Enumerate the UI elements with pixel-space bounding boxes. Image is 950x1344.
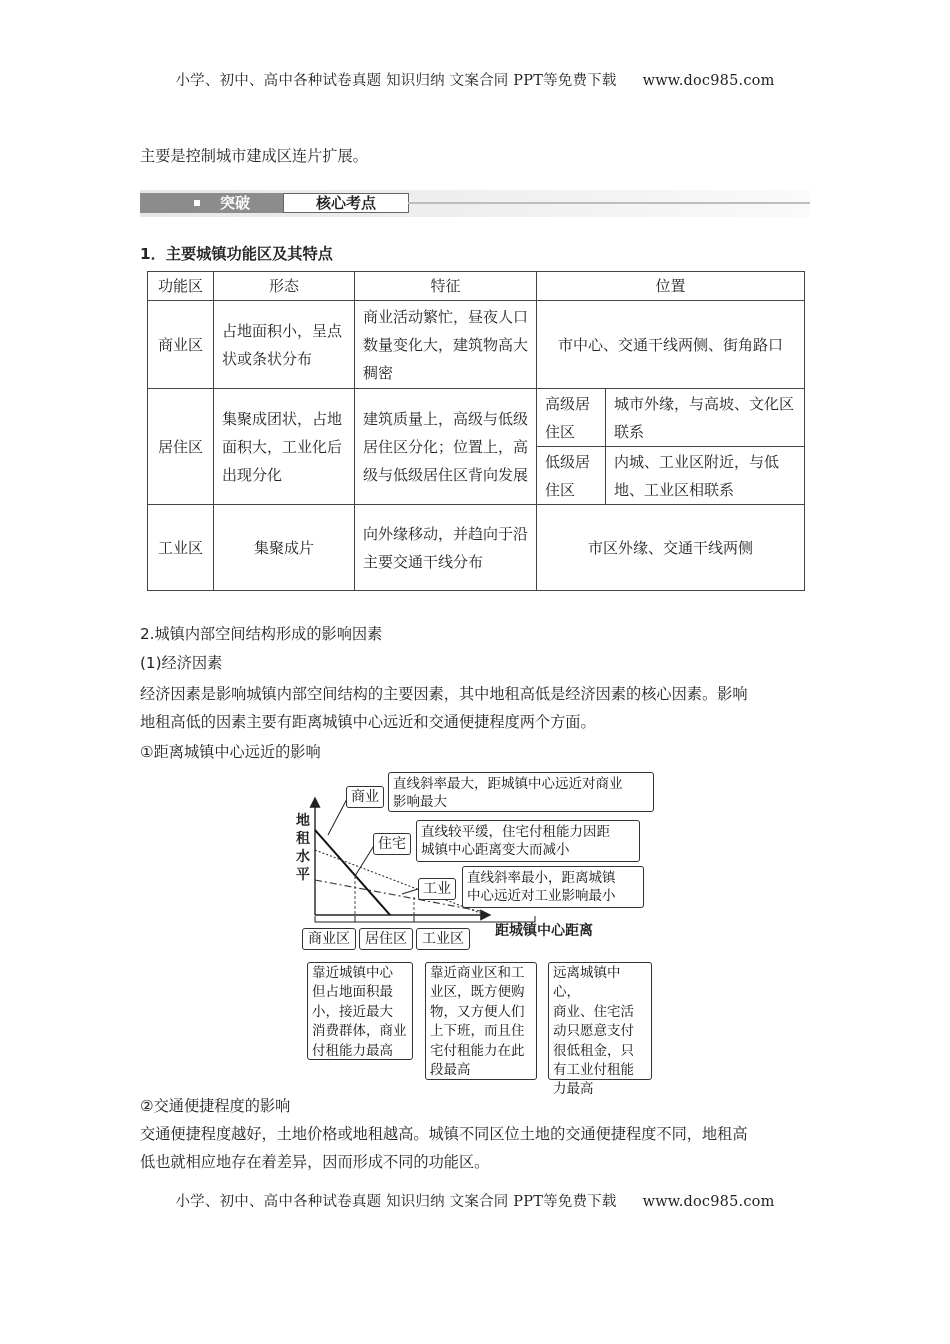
zone-form: 集聚成片 [214,505,355,591]
para2-line2: 低也就相应地存在着差异，因而形成不同的功能区。 [140,1153,490,1171]
table-row [148,301,805,389]
housing-note: 直线较平缓，住宅付租能力因距 城镇中心距离变大而减小 [416,820,640,862]
zone-sublabel: 低级居住区 [537,447,606,505]
section2-title: 2.城镇内部空间结构形成的影响因素 [140,625,383,643]
commercial-note: 直线斜率最大，距城镇中心远近对商业 影响最大 [388,772,654,812]
footer-site[interactable]: www.doc985.com [642,1194,775,1210]
y-axis-label: 地 租 水 平 [296,813,310,883]
zone-sublabel: 高级居住区 [537,389,606,447]
table-row [148,389,805,447]
header-cell: 位置 [537,272,805,301]
banner-right: 核心考点 [283,193,409,213]
rent-diagram [280,770,660,1098]
page-footer [0,1190,950,1211]
zone-note-industrial: 远离城镇中心， 商业、住宅活 动只愿意支付 很低租金，只 有工业付租能 力最高 [548,962,652,1080]
para2-line1: 交通便捷程度越好，土地价格或地租越高。城镇不同区位土地的交通便捷程度不同，地租高 [140,1125,748,1143]
sub1-title: (1)经济因素 [140,654,223,672]
table-row [148,505,805,591]
banner-left: 突破 [140,193,283,213]
industry-tag: 工业 [418,878,456,900]
zone-name: 商业区 [148,301,214,389]
item2-title: ②交通便捷程度的影响 [140,1097,291,1115]
table-header-row [148,272,805,301]
banner-divider [408,202,810,204]
zone-name: 工业区 [148,505,214,591]
header-text: 小学、初中、高中各种试卷真题 知识归纳 文案合同 PPT等免费下载 [175,73,617,89]
page-header [0,69,950,90]
zone-location: 城市外缘，与高坡、文化区联系 [606,389,805,447]
zone-note-commercial: 靠近城镇中心 但占地面积最 小，接近最大 消费群体，商业 付租能力最高 [307,962,413,1060]
header-cell: 特征 [355,272,537,301]
x-axis-label: 距城镇中心距离 [495,923,593,939]
item1-title: ①距离城镇中心远近的影响 [140,743,321,761]
zone-feature: 建筑质量上，高级与低级居住区分化；位置上，高级与低级居住区背向发展 [355,389,537,505]
zone-label-industrial: 工业区 [416,928,470,950]
zone-label-residential: 居住区 [359,928,413,950]
header-cell: 形态 [214,272,355,301]
section1-title: 1．主要城镇功能区及其特点 [140,245,333,263]
square-icon [194,200,200,206]
footer-text: 小学、初中、高中各种试卷真题 知识归纳 文案合同 PPT等免费下载 [175,1194,617,1210]
zone-location: 市中心、交通干线两侧、街角路口 [537,301,805,389]
zone-name: 居住区 [148,389,214,505]
zone-note-residential: 靠近商业区和工 业区，既方便购 物，又方便人们 上下班，而且住 宅付租能力在此 段最高 [425,962,537,1080]
function-zone-table [147,271,805,591]
commercial-leader [328,797,348,835]
para1-line1: 经济因素是影响城镇内部空间结构的主要因素，其中地租高低是经济因素的核心因素。影响 [140,685,748,703]
housing-tag: 住宅 [373,833,411,855]
intro-line: 主要是控制城市建成区连片扩展。 [140,147,368,165]
zone-location: 内城、工业区附近，与低地、工业区相联系 [606,447,805,505]
header-site[interactable]: www.doc985.com [642,73,775,89]
commercial-tag: 商业 [346,786,384,808]
industry-note: 直线斜率最小，距离城镇 中心远近对工业影响最小 [462,866,644,908]
para1-line2: 地租高低的因素主要有距离城镇中心远近和交通便捷程度两个方面。 [140,713,596,731]
zone-label-commercial: 商业区 [302,928,356,950]
zone-form: 占地面积小，呈点状或条状分布 [214,301,355,389]
section-banner [140,190,810,217]
zone-feature: 向外缘移动，并趋向于沿主要交通干线分布 [355,505,537,591]
zone-feature: 商业活动繁忙，昼夜人口数量变化大，建筑物高大稠密 [355,301,537,389]
industry-leader [402,889,418,894]
zone-form: 集聚成团状，占地面积大，工业化后出现分化 [214,389,355,505]
header-cell: 功能区 [148,272,214,301]
zone-location: 市区外缘、交通干线两侧 [537,505,805,591]
